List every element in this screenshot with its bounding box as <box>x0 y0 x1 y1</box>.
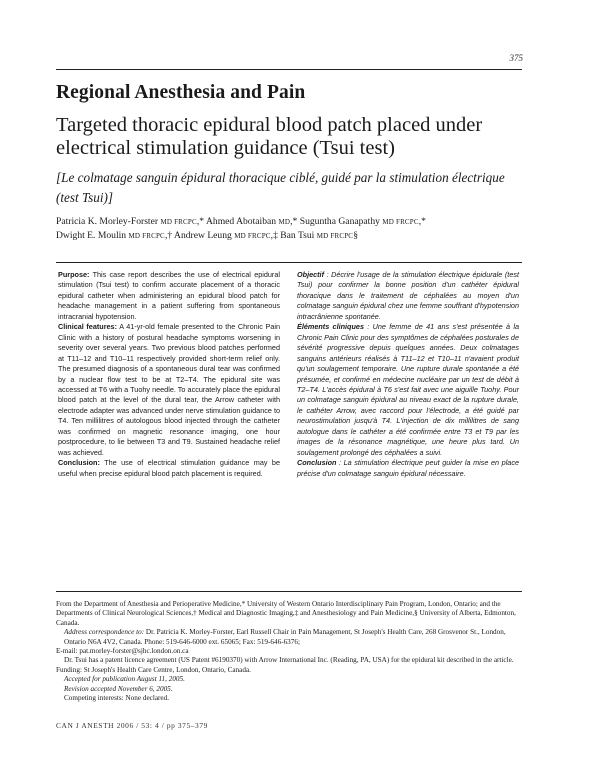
purpose-text: This case report describes the use of electrical epidural stimulation (Tsui test) to confirm accurate placement of a thoracic epidural catheter when administering an epidural blood patch for headache management in a patient suffering from spontaneous intracranial hypotension. <box>58 270 280 321</box>
clinical-features-text: A 41-yr-old female presented to the Chronic Pain Clinic with a history of postural headache symptoms worsening in severity over several years. Two previous blood patches performed at T11–12 and T10–11 respectively provided short-term relief only. The presumed diagnosis of a spontaneous dural tear was confirmed by a nuclear flow test to be at T2–T4. The epidural site was accessed at T6 with a Tuohy needle. To accurately place the epidural blood patch at the level of the dural tear, the Arrow catheter with electrode adapter was advanced under nerve stimulation guidance to T4. Ten millilitres of autologous blood injected through the catheter was confirmed on magnetic resonance imaging, one hour postprocedure, to lie between T3 and T9. Sustained headache relief was achieved. <box>58 322 280 457</box>
objectif-text: : Décrire l'usage de la stimulation électrique épidurale (test Tsui) pour confirmer la bonne position d'un cathéter épidural thoracique dans le traitement de céphalées au moyen d'un colmatage sanguin épidural chez une femme souffrant d'hypotension intracrânienne spontanée. <box>297 270 519 321</box>
patent-disclosure: Dr. Tsui has a patent licence agreement (US Patent #6190370) with Arrow International Inc. (Reading, PA, USA) for the epidural kit described in the article. <box>64 656 514 665</box>
author-name: Ban Tsui <box>280 230 315 241</box>
conclusion-fr-label: Conclusion <box>297 458 337 468</box>
author-degree: MD FRCPC <box>234 232 271 240</box>
author-name: Andrew Leung <box>174 230 232 241</box>
competing-interests: Competing interests: None declared. <box>64 694 169 703</box>
correspondence-label: Address correspondence to: <box>64 628 145 637</box>
journal-citation: CAN J ANESTH 2006 / 53: 4 / pp 375–379 <box>56 721 208 730</box>
section-title: Regional Anesthesia and Pain <box>56 82 306 103</box>
conclusion-fr-text: : La stimulation électrique peut guider la mise en place précise d'un colmatage sanguin épidural nécessaire. <box>297 458 519 478</box>
abstract-conclusion-fr <box>297 458 519 479</box>
author-mark: ,‡ <box>270 230 281 241</box>
abstract-clinical-features <box>58 322 280 458</box>
page-number: 375 <box>509 53 523 63</box>
clinical-features-label: Clinical features: <box>58 322 117 332</box>
author-mark: ,† <box>164 230 175 241</box>
revision-date: Revision accepted November 6, 2005. <box>64 684 173 693</box>
mid-rule <box>56 262 522 263</box>
author-mark: ,* <box>418 216 426 227</box>
abstract-elements-cliniques <box>297 322 519 458</box>
author-mark: ,* <box>290 216 300 227</box>
author-degree: MD FRCPC <box>316 232 354 240</box>
elements-text: : Une femme de 41 ans s'est présentée à la Chronic Pain Clinic pour des symptômes de céphalées posturales de sévérité progressive depuis quelques années. Deux colmatages sanguins antérieurs réalisés à T11–12 et T10–11 n'avaient produit qu'un soulagement temporaire. Une rupture durale spontanée a été présumée, et confirmé en médecine nucléaire par un test de débit à T2–T4. L'accès épidural à T6 s'est fait avec une aiguille Tuohy. Pour un colmatage sanguin épidural au niveau exact de la rupture durale, le cathéter Arrow, avec raccord pour l'électrode, a été guidé par neurostimulation jusqu'à T4. L'injection de dix millilitres de sang autologue dans le cathéter a été confirmée entre T3 et T9 par les images de la résonance magnétique, une heure plus tard. Un soulagement prolongé des céphalées a suivi. <box>297 322 519 457</box>
abstract-english <box>58 270 280 479</box>
footnotes <box>56 600 526 703</box>
conclusion-text: The use of electrical stimulation guidance may be useful when precise epidural blood patch placement is required. <box>58 458 280 478</box>
french-title: [Le colmatage sanguin épidural thoracique ciblé, guidé par la stimulation électrique (test Tsui)] <box>56 170 505 205</box>
funding: Funding: St Joseph's Health Care Centre, London, Ontario, Canada. <box>56 665 251 674</box>
abstract-objectif <box>297 270 519 322</box>
author-mark: ,* <box>196 216 206 227</box>
correspondence-text: Dr. Patricia K. Morley-Forster, Earl Russell Chair in Pain Management, St Joseph's Health Care, 268 Grosvenor St., London, Ontario N6A 4V2, Canada. Phone: 519-646-6000 ext. 65065; Fax: 519-646-6376; <box>64 628 506 646</box>
objectif-label: Objectif <box>297 270 324 279</box>
purpose-label: Purpose: <box>58 270 90 279</box>
author-degree: MD FRCPC <box>128 232 165 240</box>
author-degree: MD FRCPC <box>160 218 197 226</box>
author-name: Ahmed Abotaiban <box>205 216 277 227</box>
accepted-date: Accepted for publication August 11, 2005. <box>64 675 185 684</box>
abstract-purpose <box>58 270 280 322</box>
elements-label: Éléments cliniques <box>297 322 364 332</box>
email: E-mail: pat.morley-forster@sjhc.london.on.ca <box>56 647 189 656</box>
author-name: Patricia K. Morley-Forster <box>56 216 159 227</box>
author-list <box>56 215 526 243</box>
bottom-rule <box>56 591 522 592</box>
article-title: Targeted thoracic epidural blood patch placed under electrical stimulation guidance (Tsui test) <box>56 114 483 159</box>
author-name: Dwight E. Moulin <box>56 230 127 241</box>
affiliation: From the Department of Anesthesia and Perioperative Medicine,* University of Western Ontario Interdisciplinary Pain Program, London, Ontario; and the Departments of Clinical Neurological Sciences,† Medical and Diagnostic Imaging,‡ and Anesthesiology and Pain Medicine,§ University of Alberta, Edmonton, Canada. <box>56 600 516 627</box>
abstract-conclusion <box>58 458 280 479</box>
correspondence <box>56 628 526 647</box>
author-mark: § <box>353 230 358 241</box>
top-rule <box>56 69 522 70</box>
abstract-french <box>297 270 519 479</box>
conclusion-label: Conclusion: <box>58 458 100 468</box>
author-degree: MD FRCPC <box>382 218 419 226</box>
author-degree: MD <box>278 218 291 226</box>
author-name: Suguntha Ganapathy <box>299 216 380 227</box>
